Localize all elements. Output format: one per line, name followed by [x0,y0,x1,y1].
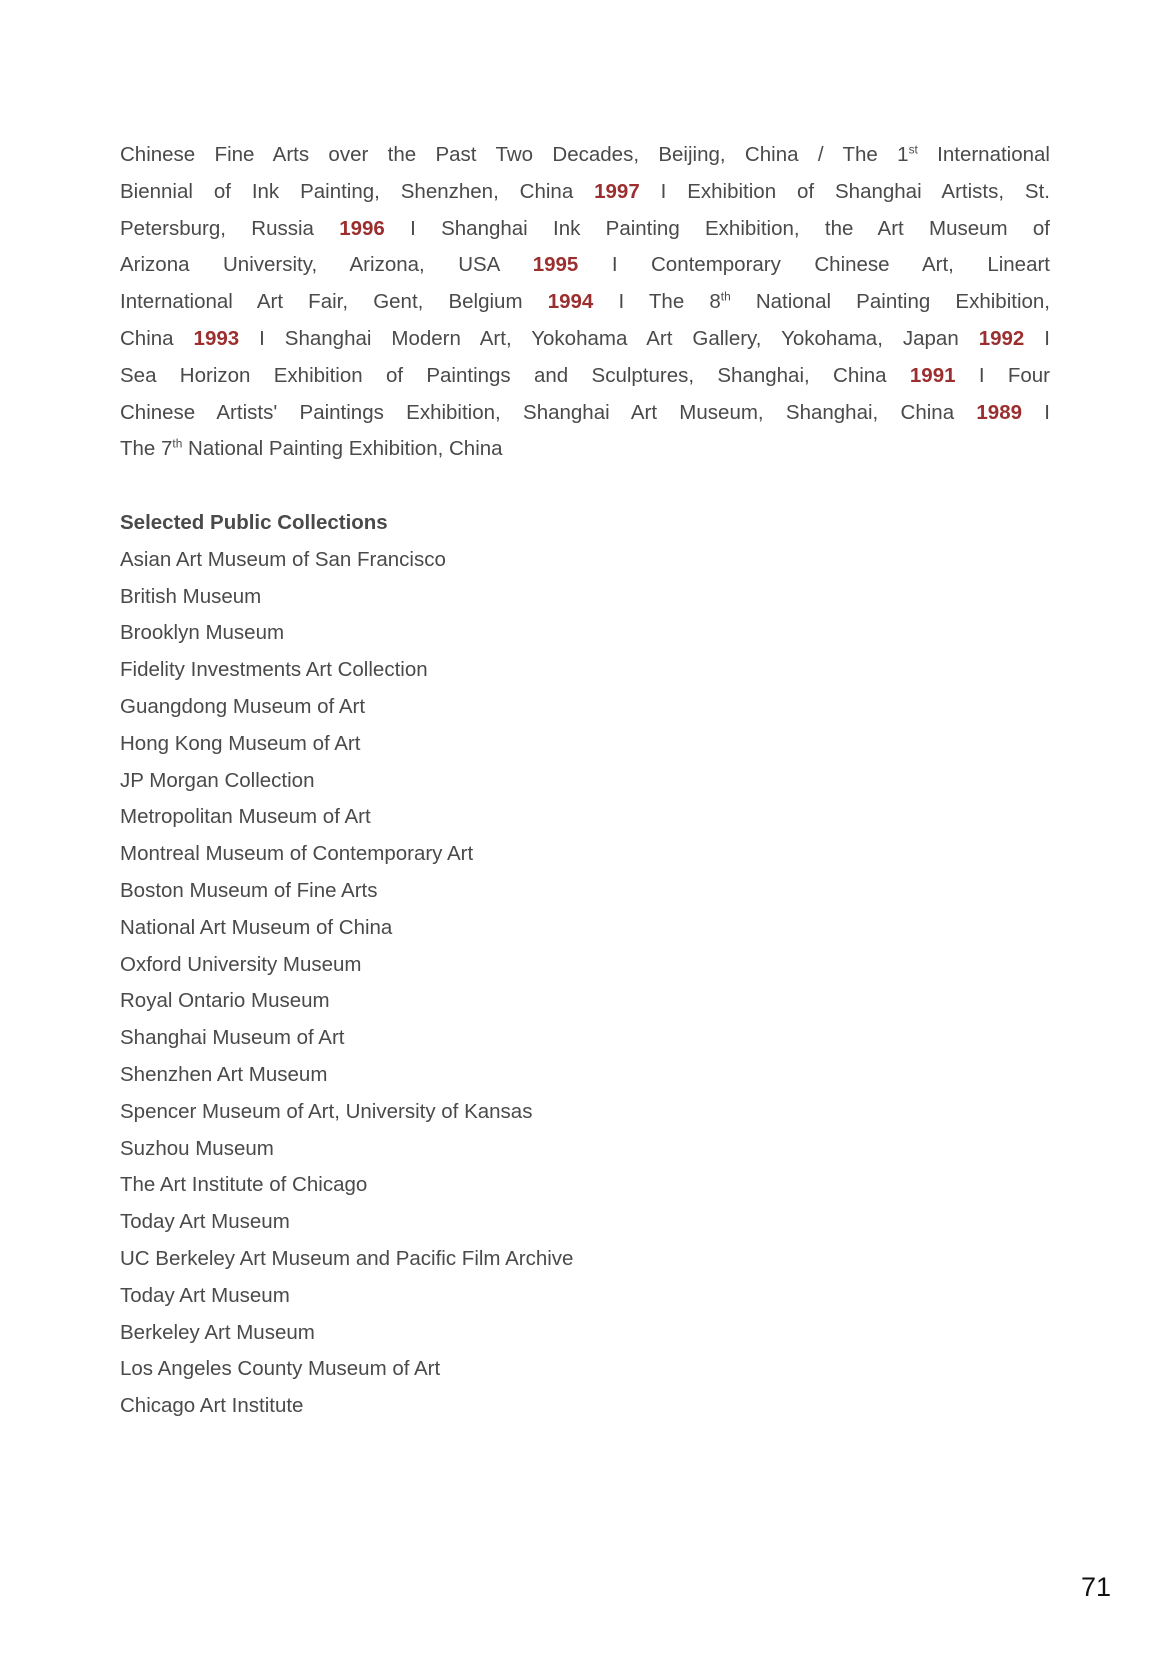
collection-item: Los Angeles County Museum of Art [120,1357,441,1381]
collections-heading: Selected Public Collections [120,510,388,534]
paragraph-text: International [917,143,1050,166]
year-label: 1991 [909,363,956,387]
paragraph-text: Arizona University, Arizona, USA [120,253,533,277]
paragraph-text: Chinese Fine Arts over the Past Two Decades, Beijing, China / The 1 [120,143,909,166]
paragraph-text: I Four [955,363,1050,387]
paragraph-text: National Painting Exhibition, China [182,437,503,461]
paragraph-text: National Painting Exhibition, [730,290,1050,314]
paragraph-text: Petersburg, Russia [120,216,340,240]
collections-list [120,542,1050,1425]
collection-item: Asian Art Museum of San Francisco [120,547,446,571]
collection-item: UC Berkeley Art Museum and Pacific Film Archive [120,1246,574,1270]
paragraph-text: International Art Fair, Gent, Belgium [120,290,548,314]
paragraph-line [120,358,1050,395]
paragraph-text: Chinese Artists' Paintings Exhibition, Shanghai Art Museum, Shanghai, China [120,400,977,424]
collection-item: Suzhou Museum [120,1136,274,1160]
collection-item: Guangdong Museum of Art [120,694,366,718]
paragraph-text: I [1024,326,1050,350]
paragraph-line [120,211,1050,248]
collection-item: Fidelity Investments Art Collection [120,658,428,682]
collection-item: The Art Institute of Chicago [120,1173,368,1197]
paragraph-text: I The 8 [593,290,721,314]
paragraph-line [120,431,1050,468]
ordinal-suffix: th [172,437,183,452]
page-number: 71 [1081,1572,1112,1602]
exhibitions-paragraph [120,137,1050,468]
collection-item: National Art Museum of China [120,915,393,939]
paragraph-line [120,395,1050,432]
collection-item: Royal Ontario Museum [120,989,330,1013]
collection-item: British Museum [120,584,262,608]
paragraph-line [120,321,1050,358]
paragraph-text: I Exhibition of Shanghai Artists, St. [639,179,1050,203]
paragraph-spacer [120,468,1050,505]
collection-item: Shanghai Museum of Art [120,1026,345,1050]
paragraph-text: Sea Horizon Exhibition of Paintings and Sculptures, Shanghai, China [120,363,910,387]
collection-item: Boston Museum of Fine Arts [120,878,378,902]
paragraph-text: I Contemporary Chinese Art, Lineart [578,253,1051,277]
ordinal-suffix: st [908,142,918,157]
year-label: 1989 [976,400,1022,424]
paragraph-text: I Shanghai Modern Art, Yokohama Art Gallery, Yokohama, Japan [239,326,979,350]
year-label: 1994 [547,290,594,314]
collection-item: Montreal Museum of Contemporary Art [120,842,474,866]
collection-item: Metropolitan Museum of Art [120,805,371,829]
ordinal-suffix: th [720,289,731,304]
paragraph-text: Biennial of Ink Painting, Shenzhen, China [120,179,595,203]
paragraph-text: The 7 [120,437,173,461]
paragraph-text: I Shanghai Ink Painting Exhibition, the Art Museum of [384,216,1051,240]
text-column [120,137,1050,1425]
paragraph-line [120,137,1050,174]
year-label: 1996 [339,216,385,240]
collection-item: Today Art Museum [120,1210,290,1234]
collection-item: JP Morgan Collection [120,768,315,792]
paragraph-text: China [120,326,194,350]
collection-item: Oxford University Museum [120,952,362,976]
year-label: 1995 [532,253,579,277]
collection-item: Hong Kong Museum of Art [120,731,361,755]
paragraph-line [120,284,1050,321]
collection-item: Chicago Art Institute [120,1394,304,1418]
collection-item: Today Art Museum [120,1283,290,1307]
collection-item: Brooklyn Museum [120,621,285,645]
year-label: 1997 [594,179,640,203]
collection-item: Spencer Museum of Art, University of Kansas [120,1099,533,1123]
year-label: 1992 [978,326,1025,350]
year-label: 1993 [193,326,240,350]
paragraph-line [120,247,1050,284]
paragraph-line [120,174,1050,211]
collection-item: Berkeley Art Museum [120,1320,315,1344]
collection-item: Shenzhen Art Museum [120,1062,328,1086]
paragraph-text: I [1022,400,1050,424]
